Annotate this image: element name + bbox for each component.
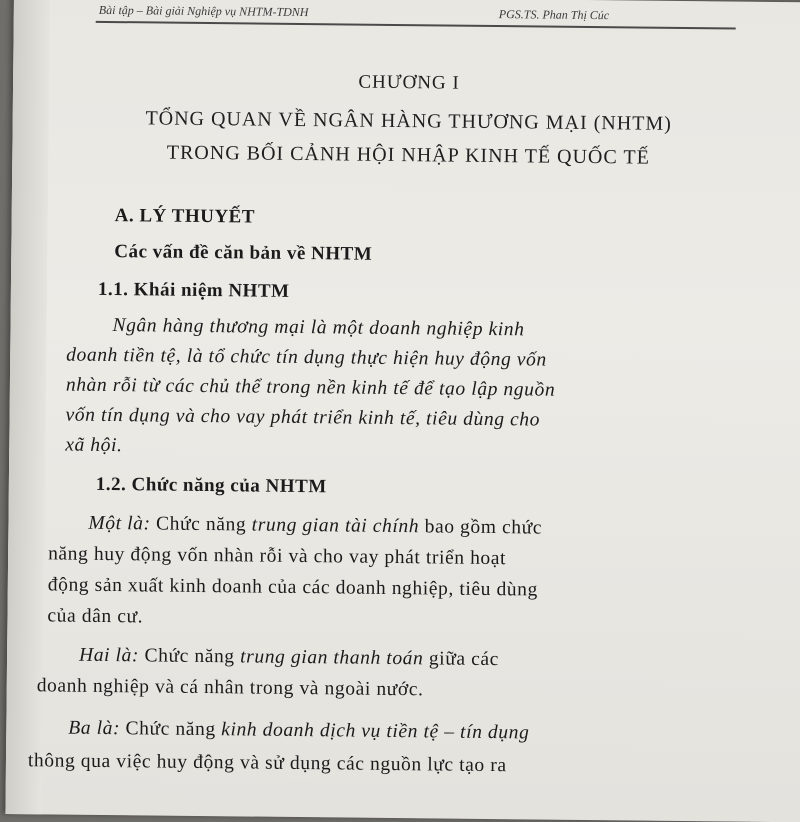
function-two-lead: Hai là: (78, 644, 140, 667)
function-three-line-2: thông qua việc huy động và sử dụng các nguồn lực tạo ra (27, 750, 507, 777)
definition-line-1: Ngân hàng thương mại là một doanh nghiệp kinh (112, 315, 525, 341)
function-two-line-2: doanh nghiệp và cá nhân trong và ngoài nước. (36, 675, 424, 701)
function-two-text-b: giữa các (423, 648, 500, 671)
running-header (98, 2, 800, 23)
function-two-term: trung gian thanh toán (240, 646, 424, 670)
header-rule (96, 21, 736, 30)
book-page (5, 0, 800, 822)
section-a-heading: A. LÝ THUYẾT (114, 205, 256, 228)
chapter-title-line-2: TRONG BỐI CẢNH HỘI NHẬP KINH TẾ QUỐC TẾ (166, 141, 650, 169)
definition-line-2: doanh tiền tệ, là tổ chức tín dụng thực hiện huy động vốn (66, 344, 547, 371)
function-one-line-1 (88, 513, 542, 540)
definition-line-4: vốn tín dụng và cho vay phát triển kinh tế, tiêu dùng cho (65, 404, 541, 431)
running-header-right: PGS.TS. Phan Thị Cúc (498, 7, 610, 23)
function-one-line-3: động sản xuất kinh doanh của các doanh nghiệp, tiêu dùng (47, 574, 539, 601)
function-one-term: trung gian tài chính (251, 514, 420, 538)
function-three-text-a: Chức năng (120, 718, 222, 741)
function-three-term: kinh doanh dịch vụ tiền tệ – tín dụng (221, 719, 530, 744)
definition-line-5: xã hội. (65, 434, 123, 457)
function-one-line-4: của dân cư. (47, 605, 144, 628)
definition-line-3: nhàn rỗi từ các chủ thể trong nền kinh tế để tạo lập nguồn (65, 374, 556, 401)
section-a-subheading: Các vấn đề căn bản về NHTM (114, 241, 373, 265)
section-1-1-heading: 1.1. Khái niệm NHTM (97, 278, 290, 302)
function-one-lead: Một là: (88, 512, 151, 535)
function-one-line-2: năng huy động vốn nhàn rỗi và cho vay phát triển hoạt (48, 543, 507, 570)
chapter-number: CHƯƠNG I (358, 71, 460, 94)
function-three-line-1 (68, 718, 529, 745)
function-one-text-b: bao gồm chức (419, 516, 543, 539)
function-two-text-a: Chức năng (138, 645, 241, 668)
function-two-line-1 (79, 645, 499, 671)
chapter-title-line-1: TỔNG QUAN VỀ NGÂN HÀNG THƯƠNG MẠI (NHTM) (145, 107, 672, 135)
function-one-text-a: Chức năng (150, 513, 252, 536)
running-header-left: Bài tập – Bài giải Nghiệp vụ NHTM-TDNH (98, 2, 309, 20)
section-1-2-heading: 1.2. Chức năng của NHTM (95, 473, 327, 498)
function-three-lead: Ba là: (68, 717, 121, 740)
